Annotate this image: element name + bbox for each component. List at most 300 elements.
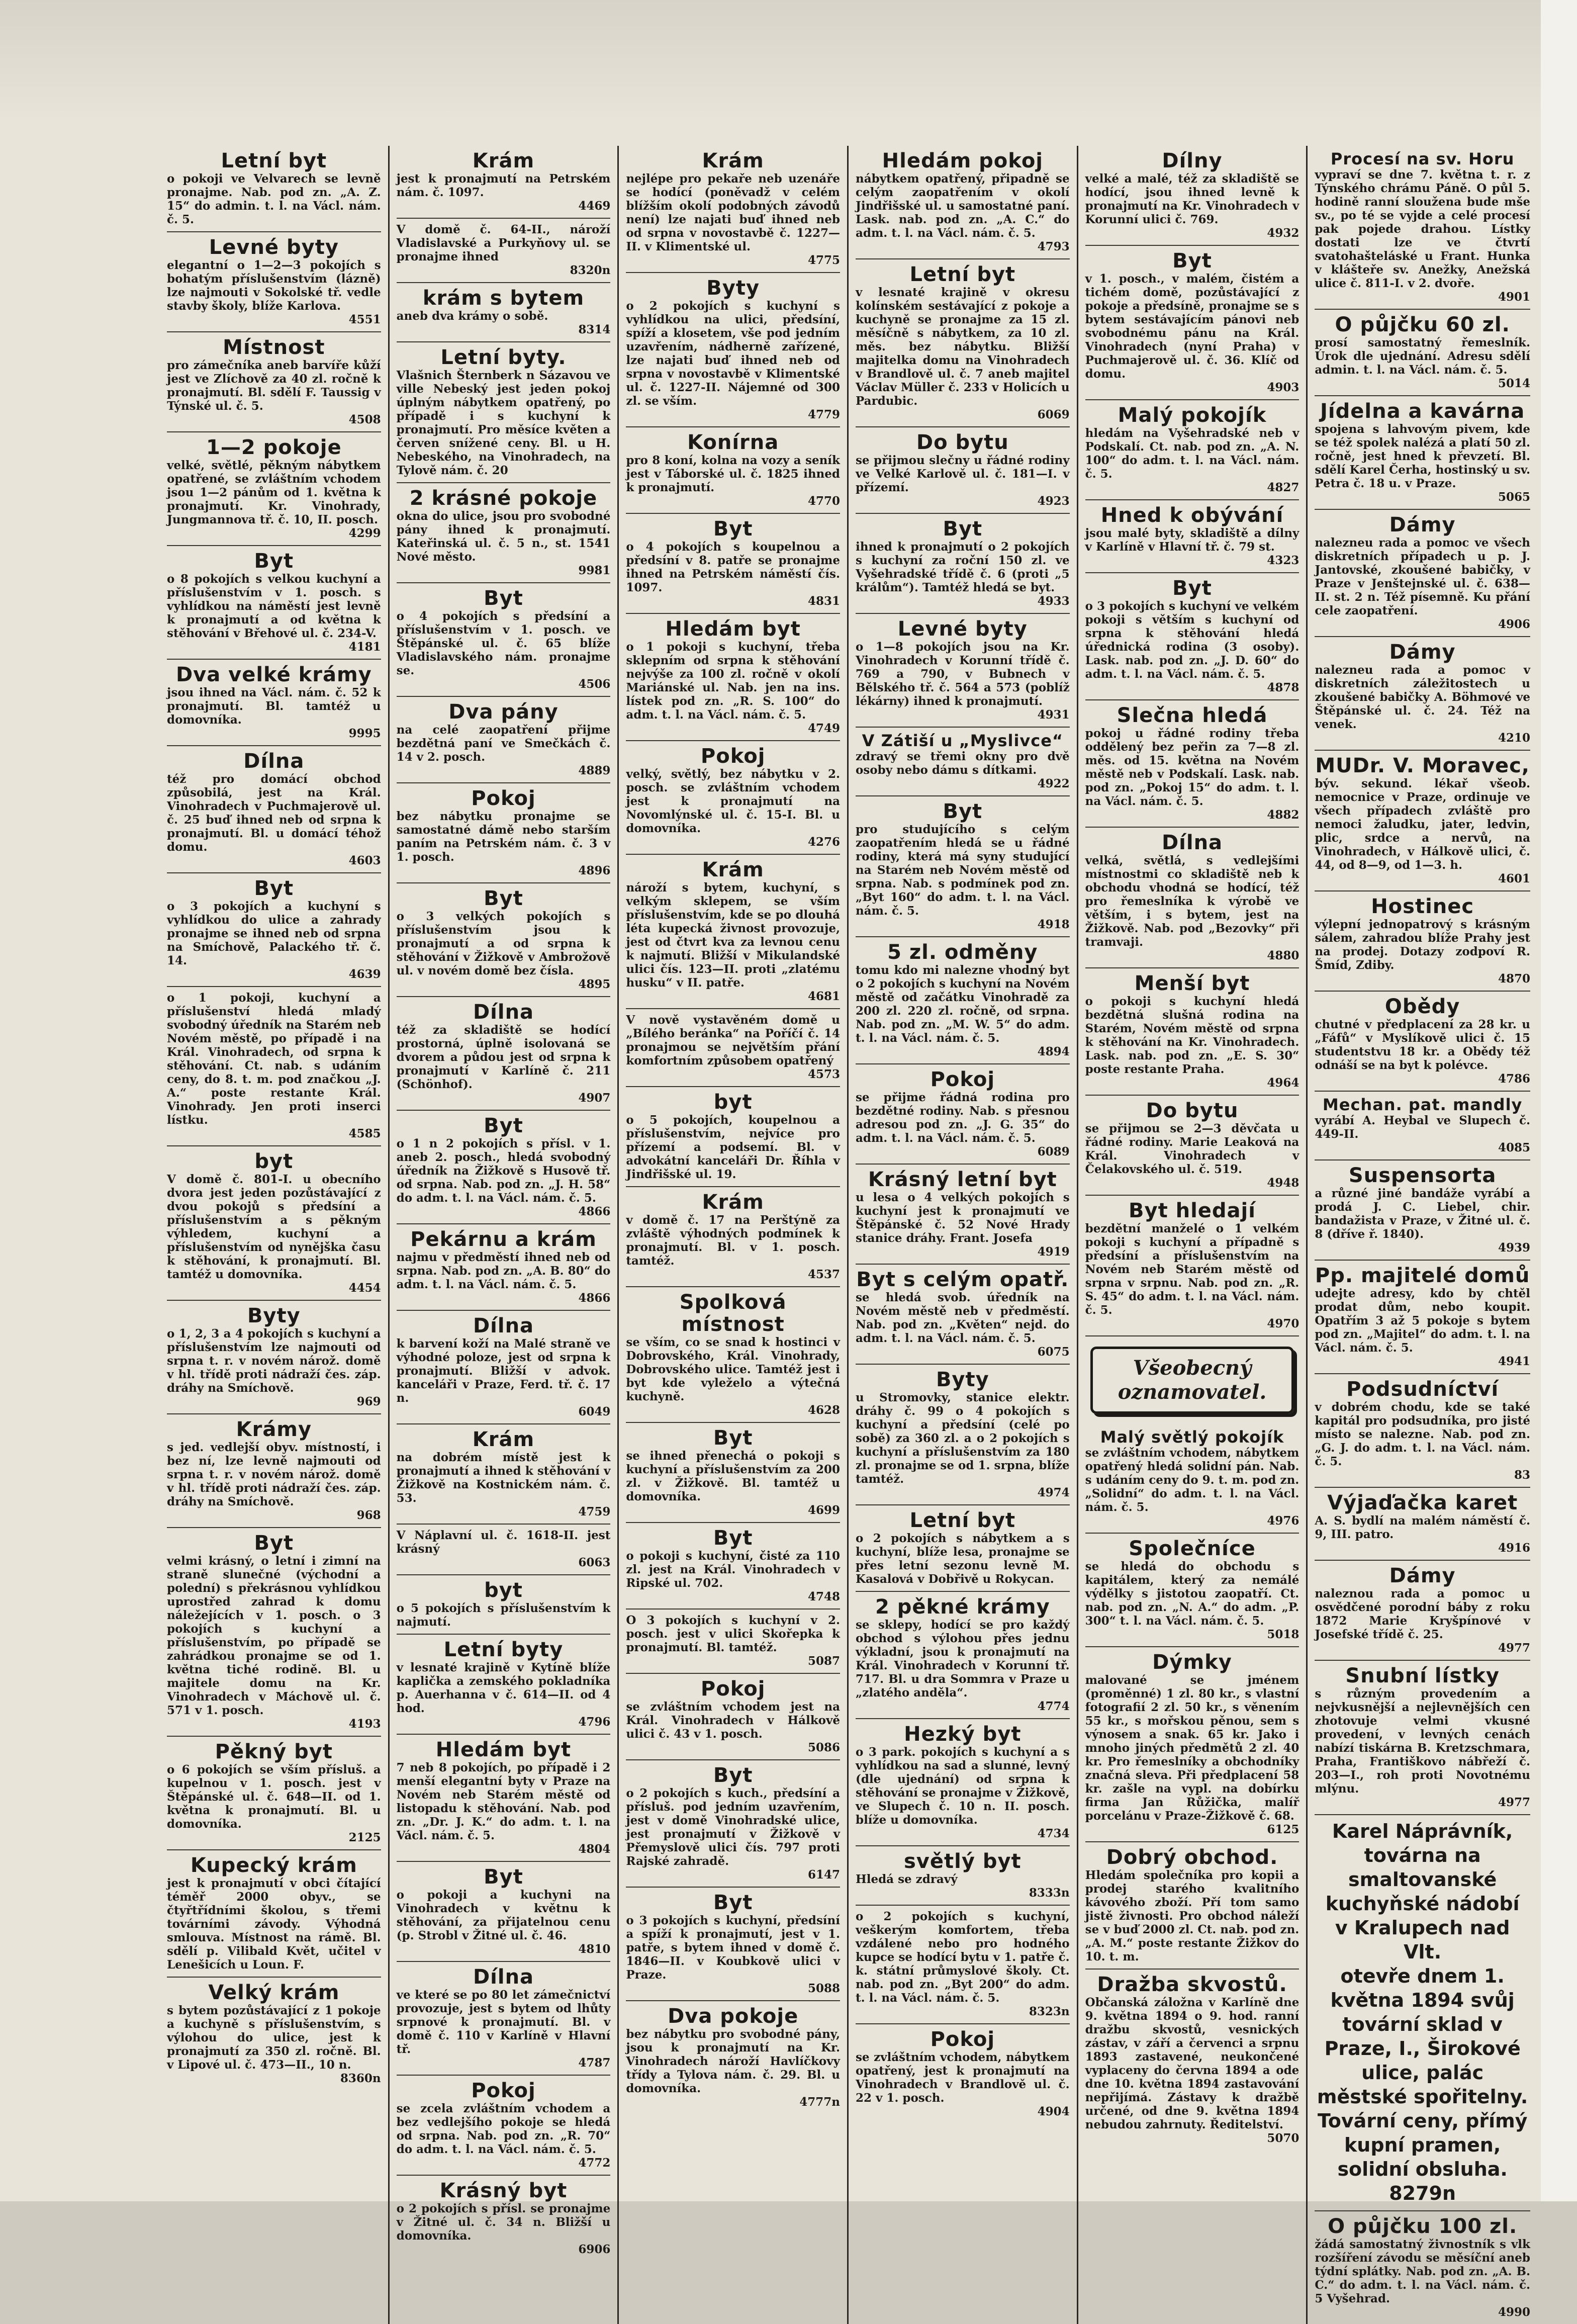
ad-heading: Procesí na sv. Horu (1330, 149, 1515, 168)
ad-text: býv. sekund. lékař všeob. nemocnice v Praze, ordinuje ve všech případech zvláště pro nemoci žaludku, jater, ledvin, plic, srdce a nervů, na Vinohradech, v Hálkově ulici, č. 44, od 8—9, od 1—3. h. (1315, 777, 1530, 872)
ad-number: 6069 (1037, 408, 1070, 421)
ad-number: 4181 (348, 640, 381, 654)
ad-text: ihned k pronajmutí o 2 pokojích s kuchyní za roční 150 zl. ve Vyšehradské třídě č. 6 (proti „5 králům“). Tamtéž hledá se byt. (855, 540, 1070, 594)
classified-ad (1315, 1661, 1530, 1815)
ad-number: 4681 (807, 990, 840, 1003)
classified-ad (1315, 396, 1530, 510)
classified-ad (856, 1365, 1070, 1505)
ad-number: 4323 (1267, 554, 1300, 567)
ad-number: 4603 (348, 854, 381, 867)
classified-ad (856, 1592, 1070, 1719)
ad-number: 4639 (348, 967, 381, 981)
ad-number: 4948 (1267, 1176, 1300, 1190)
ad-heading: Pokoj (471, 2079, 536, 2102)
ad-text: velké, světlé, pěkným nábytkem opatřené, se zvláštním vchodem jsou 1—2 pánům od 1. května k pronajmutí. Kr. Vinohrady, Jungmannova tř. č. 10, II. posch. (167, 459, 381, 526)
display-ad-line: v Kralupech nad Vlt. (1335, 1917, 1510, 1963)
classified-ad (397, 1962, 611, 2076)
ad-heading: Levné byty (897, 617, 1028, 641)
ad-heading: Slečna hledá (1117, 704, 1268, 727)
ad-heading: Pokoj (930, 1068, 995, 1091)
ad-heading: Obědy (1384, 995, 1460, 1018)
ad-number: 5014 (1498, 377, 1530, 390)
ad-heading: Byt (254, 550, 294, 573)
ad-text: se zvláštním vchodem, nábytkem opatřený, jest k pronajmutí na Vinohradech v Brandlově ul. č. 22 v 1. posch. (855, 2050, 1070, 2105)
ad-text: tomu kdo mi nalezne vhodný byt o 2 pokojích s kuchyní na Novém městě od začátku Vinohradě za 200 zl. 220 zl. ročně, od srpna. Nab. pod zn. „M. W. 5“ do adm. t. l. na Václ. nám. č. 5. (855, 963, 1070, 1045)
classified-ad (167, 1146, 381, 1301)
ad-heading: Krásný byt (439, 2179, 568, 2202)
ad-number: 5018 (1267, 1628, 1300, 1641)
ad-heading: Pekárnu a krám (410, 1228, 597, 1251)
ad-heading: Byty (936, 1368, 989, 1391)
ad-heading: Byt (254, 877, 294, 900)
classified-ad (397, 219, 611, 283)
ad-text: Hledám společníka pro kopii a prodej starého kvalitního kávového zboží. Pří tom samo jistě živnosti. Pro obchod náleží se v buď 2000 zl. Ct. nab. pod zn. „A. M.“ poste restante Žižkov do 10. t. m. (1085, 1868, 1300, 1963)
classified-ad (397, 583, 611, 697)
ad-text: jsou malé byty, skladiště a dílny v Karlíně v Hlavní tř. č. 79 st. (1085, 526, 1300, 554)
ad-text: o 5 pokojích s příslušenstvím k najmutí. (396, 1601, 611, 1629)
classified-ad (1085, 968, 1300, 1096)
ad-text: v lesnaté krajině v okresu kolínském sestávající z pokoje a kuchyně se pronajme za 15 zl. měsíčně s nábytkem, za 10 zl. měs. bez nábytku. Bližší majitelka domu na Vinohradech v Brandlově ul. č. 7 aneb majitel Václav Müller č. 233 v Holicích u Pardubic. (855, 286, 1070, 408)
ad-number: 8323n (1029, 2005, 1070, 2018)
ad-text: zdravý se třemi okny pro dvě osoby nebo dámu s dítkami. (855, 750, 1070, 777)
ad-number: 6049 (578, 1405, 611, 1418)
ad-heading: Dámy (1389, 1564, 1456, 1587)
column-2 (390, 146, 619, 2324)
ad-number: 4907 (578, 1091, 611, 1105)
ad-number: 4210 (1498, 731, 1530, 745)
ad-heading: Byt (484, 1865, 523, 1889)
classified-ad (1315, 1561, 1530, 1661)
ad-heading: Pokoj (700, 1677, 766, 1701)
ad-text: V Náplavní ul. č. 1618-II. jest krásný (396, 1529, 611, 1556)
ad-heading: Letní byt (909, 263, 1016, 286)
classified-ad (856, 1064, 1070, 1165)
ad-number: 4774 (1037, 1700, 1070, 1713)
ad-number: 4777n (799, 2095, 840, 2109)
ad-number: 8333n (1029, 1886, 1070, 1900)
ad-text: o 2 pokojích s kuchyní, veškerým komfortem, třeba vzdálené nebo pro hodného kupce se hodící bytu v 1. patře č. k. státní průmyslové školy. Ct. nab. pod zn. „Byt 200“ do adm. t. l. na Václ. nám. č. 5. (855, 1910, 1070, 2005)
classified-ad (397, 1862, 611, 1962)
ad-text: V domě č. 801-I. u obecního dvora jest jeden pozůstávající z dvou pokojů s předsíní a příslušenstvím a s pěkným výhledem, kuchyní a příslušenstvím od nynějška času k stěhování, k pronajmutí. Bl. tamtéž u domovníka. (167, 1173, 381, 1281)
ad-heading: Snubní lístky (1345, 1664, 1500, 1687)
ad-text: o pokoji a kuchyni na Vinohradech v květnu k stěhování, za přijatelnou cenu (p. Strobl v Žitné ul. č. 46. (396, 1888, 611, 1942)
ad-heading: Byt (713, 517, 753, 541)
ad-heading: Místnost (223, 336, 325, 359)
column-3 (619, 146, 849, 2324)
classified-ad (397, 783, 611, 883)
ad-text: A. S. bydlí na malém náměstí č. 9, III. patro. (1315, 1514, 1530, 1541)
ad-text: jest k pronajmutí na Petrském nám. č. 1097. (396, 172, 611, 199)
ad-number: 4787 (578, 2056, 611, 2070)
column-1 (160, 146, 390, 2324)
classified-ad (1315, 1374, 1530, 1488)
ad-heading: Byt (713, 1426, 753, 1450)
ad-heading: Byt (943, 800, 983, 823)
ad-number: 4878 (1267, 681, 1300, 694)
ad-heading: Hezký byt (904, 1723, 1022, 1746)
ad-text: se přijmou slečny u řádné rodiny ve Velké Karlově ul. č. 181—I. v přízemí. (855, 454, 1070, 494)
ad-text: bez nábytku pronajme se samostatné dámě nebo starším paním na Petrském nám. č. 3 v 1. posch. (396, 810, 611, 864)
ad-text: Hledá se zdravý (855, 1872, 958, 1886)
ad-heading: Dámy (1389, 641, 1456, 664)
classified-ad (1085, 573, 1300, 700)
ad-number: 4922 (1037, 777, 1070, 790)
ad-number: 4870 (1498, 972, 1530, 986)
ad-number: 9995 (348, 727, 381, 740)
ad-heading: Menší byt (1134, 972, 1250, 995)
ad-text: na dobrém místě jest k pronajmutí a ihned k stěhování v Žižkově na Kostnickém nám. č. 53. (396, 1451, 611, 1505)
ad-heading: Velký krám (208, 1981, 340, 2004)
ad-text: Vlašnich Šternberk n Sázavou ve ville Nebeský jest jeden pokoj úplným nábytkem opatřený, po případě i s kuchyní k pronajmutí. Pro měsíce květen a červen snížené ceny. Bl. u H. Nebeského, na Vinohradech, na Tylově nám. č. 20 (396, 369, 611, 477)
classified-ad (397, 283, 611, 342)
ad-text: žádá samostatný živnostník s vlk rozšíření závodu se měsíční aneb týdní splátky. Nab. pod zn. „A. B. C.“ do adm. t. l. na Václ. nám. č. 5 Vyšehrad. (1315, 2238, 1530, 2305)
classified-ad (856, 1505, 1070, 1592)
classified-ad (167, 1850, 381, 1978)
ad-text: o pokoji ve Velvarech se levně pronajme. Nab. pod zn. „A. Z. 15“ do admin. t. l. na Václ. nám. č. 5. (167, 172, 381, 226)
ad-heading: 2 krásné pokoje (409, 487, 598, 510)
classified-ad (1315, 1092, 1530, 1160)
classified-ad (167, 1301, 381, 1414)
ad-text: se zcela zvláštním vchodem a bez vedlejšího pokoje se hledá od srpna. Nab. pod zn. „R. 70“ do adm. t. l. na Václ. nám. č. 5. (396, 2102, 611, 2156)
ad-heading: O půjčku 60 zl. (1335, 313, 1510, 336)
ad-text: se hledá do obchodu s kapitálem, který za nemálé výdělky s jistotou zaopatří. Ct. nab. pod zn. „N. A.“ do adm. „P. 300“ t. l. na Václ. nám. č. 5. (1085, 1560, 1300, 1628)
classified-ad (626, 514, 840, 614)
classified-ad (856, 1906, 1070, 2024)
ad-text: v lesnaté krajině v Kytíně blíže kaplička a zemského pokladníka p. Auerhanna v č. 614—II. od 4 hod. (396, 1661, 611, 1715)
classified-ad (626, 427, 840, 514)
display-advertisement (1315, 1815, 1530, 2211)
ad-heading: Konírna (687, 431, 779, 454)
ad-text: elegantní o 1—2—3 pokojích s bohatým příslušenstvím (lázně) lze najmouti v Sokolské tř. vedle stavby školy, blíže Karlova. (167, 258, 381, 313)
ad-number: 5088 (807, 1982, 840, 1995)
ad-number: 4976 (1267, 1514, 1300, 1528)
ad-number: 4831 (807, 594, 840, 608)
ad-heading: Pěkný byt (215, 1740, 333, 1763)
classified-ad (167, 146, 381, 232)
ad-heading: Krám (702, 1191, 764, 1214)
classified-ad (167, 1528, 381, 1737)
ad-text: o 3 pokojích s kuchyní ve velkém pokoji s větším s kuchyní od srpna k stěhování hledá úřednická rodina (3 osoby). Lask. nab. pod zn. „J. D. 60“ do adm. t. l. na Václ. nám. č. 5. (1085, 599, 1300, 681)
classified-ad (626, 1087, 840, 1187)
ad-text: nalezneu rada a pomoc v diskretních záležitostech u zkoušené babičky A. Böhmové ve Štěpánské ul. č. 24. Též na venek. (1315, 663, 1530, 731)
ad-number: 6063 (578, 1556, 611, 1569)
ad-heading: Dva pokoje (668, 2005, 799, 2028)
ad-heading: Do bytu (916, 431, 1009, 454)
ad-number: 4918 (1037, 918, 1070, 931)
classified-ad (167, 1414, 381, 1528)
ad-heading: Společníce (1129, 1537, 1256, 1560)
ad-heading: Dámy (1389, 513, 1456, 537)
ad-heading: Krásný letní byt (868, 1168, 1057, 1191)
ad-heading: Hledám byt (435, 1738, 572, 1761)
ad-heading: světlý byt (903, 1850, 1022, 1873)
ad-number: 4974 (1037, 1486, 1070, 1499)
ad-heading: Letní byty. (440, 346, 567, 369)
ad-text: k barvení koží na Malé straně ve výhodné poloze, jest od srpna k pronajmutí. Bližší v advok. kanceláři v Praze, Ferd. tř. č. 17 n. (396, 1337, 611, 1405)
ad-text: najmu v předměstí ihned neb od srpna. Nab. pod zn. „A. B. 80“ do adm. t. l. na Václ. nám. č. 5. (396, 1250, 611, 1291)
classified-ad (167, 873, 381, 987)
ad-text: O 3 pokojích s kuchyní v 2. posch. jest v ulici Skořepka k pronajmutí. Bl. tamtéž. (626, 1614, 840, 1654)
classified-ad (1315, 1261, 1530, 1374)
classified-ad (397, 1311, 611, 1424)
ad-heading: Dražba skvostů. (1097, 1973, 1287, 1996)
ad-text: o 3 pokojích s kuchyní, předsíní a spíží k pronajmutí, jest v 1. patře, s bytem ihned v domě č. 1846—II. v Koubkově ulici v Praze. (626, 1914, 840, 1982)
ad-number: 6125 (1267, 1823, 1300, 1836)
ad-heading: Byt (1172, 577, 1212, 600)
ad-number: 4931 (1037, 708, 1070, 722)
classified-ad (397, 1735, 611, 1862)
ad-number: 83 (1514, 1468, 1530, 1482)
display-ad-line: otevře dnem 1. května 1894 svůj tovární sklad v Praze, I., Širokové ulice, palác městské spořitelny. (1317, 1965, 1528, 2108)
ad-number: 4933 (1037, 594, 1070, 608)
notice-box-heading: Všeobecný oznamovatel. (1090, 1347, 1294, 1414)
classified-ad (1085, 246, 1300, 400)
classified-ad (626, 273, 840, 427)
ad-text: o 8 pokojích s velkou kuchyní a příslušenstvím v 1. posch. s vyhlídkou na náměstí jest levně k pronajmutí a od května k stěhování v Břehové ul. č. 234-V. (167, 572, 381, 640)
ad-text: velké a malé, též za skladiště se hodící, jsou ihned levně k pronajmutí na Kr. Vinohradech v Korunní ulici č. 769. (1085, 172, 1300, 226)
ad-text: výlepní jednopatrový s krásným sálem, zahradou blíže Prahy jest na prodej. Dotazy zodpoví R. Šmíd, Zdiby. (1315, 918, 1530, 972)
classified-ad (397, 1224, 611, 1311)
classified-ad (397, 342, 611, 483)
ad-number: 5086 (807, 1741, 840, 1754)
ad-number: 4977 (1498, 1641, 1530, 1655)
ad-number: 4506 (578, 677, 611, 691)
classified-ad (626, 1187, 840, 1287)
ad-heading: byt (484, 1579, 523, 1602)
ad-heading: Krám (472, 149, 535, 172)
ad-heading: Letní byt (221, 149, 327, 172)
ad-text: nejlépe pro pekaře neb uzenáře se hodící (poněvadž v celém blížším okolí podobných závodů není) lze najati buď ihned neb od srpna v novostavbě č. 1227—II. v Klimentské ul. (626, 172, 840, 253)
ad-text: se zvláštním vchodem jest na Král. Vinohradech v Hálkově ulici č. 43 v 1. posch. (626, 1700, 840, 1741)
classified-ad (397, 1575, 611, 1635)
ad-heading: Malý světlý pokojík (1100, 1427, 1284, 1447)
ad-text: ve které se po 80 let zámečnictví provozuje, jest s bytem od lhůty srpnové k pronajmutí. Bl. v domě č. 110 v Karlíně v Hlavní tř. (396, 1988, 611, 2056)
ad-heading: Krám (702, 858, 764, 881)
ad-text: nábytkem opatřený, připadně se celým zaopatřením v okolí Jindřišské ul. u samostatné paní. Lask. nab. pod zn. „A. C.“ do adm. t. l. na Václ. nám. č. 5. (855, 172, 1070, 240)
ad-number: 4551 (348, 313, 381, 326)
ad-heading: O půjčku 100 zl. (1328, 2215, 1518, 2238)
ad-text: pro 8 koní, kolna na vozy a seník jest v Táborské ul. č. 1825 ihned k pronajmutí. (626, 454, 840, 494)
ad-number: 4775 (807, 253, 840, 267)
ad-text: o 4 pokojích s koupelnou a předsíní v 8. patře se pronajme ihned na Petrském náměstí čís. 1097. (626, 540, 840, 594)
ad-number: 4939 (1498, 1241, 1530, 1255)
ad-number: 4699 (807, 1503, 840, 1517)
ad-number: 6075 (1037, 1345, 1070, 1359)
ad-heading: 2 pěkné krámy (875, 1595, 1050, 1619)
ad-number: 2125 (348, 1831, 381, 1844)
column-4 (849, 146, 1078, 2324)
ad-number: 4923 (1037, 494, 1070, 508)
ad-text: na celé zaopatření přijme bezdětná paní ve Smečkách č. 14 v 2. posch. (396, 723, 611, 764)
ad-number: 4904 (1037, 2105, 1070, 2118)
ad-heading: Dýmky (1152, 1651, 1232, 1674)
ad-text: o 5 pokojích, koupelnou a příslušenstvím, nejvíce pro přízemí a podsemí. Bl. v advokátní kanceláři Dr. Říhla v Jindřišské ul. 19. (626, 1113, 840, 1181)
ad-heading: Výjaďačka karet (1327, 1491, 1518, 1514)
ad-text: s různým provedením a nejvkusnější a nejlevnějších cen zhotovuje velmi vkusné provedení, v levných cenách nabízí tiskárna B. Kretzschmara, Praha, Františkovo nábřeží č. 203—I., roh proti Novotnému mlýnu. (1315, 1687, 1530, 1796)
ad-heading: Hledám byt (665, 617, 801, 641)
ad-number: 4810 (578, 1942, 611, 1956)
ad-text: chutné v předplacení za 28 kr. u „Fáfů“ v Myslíkově ulici č. 15 studentstvu 18 kr. a Obědy též odnáší se na byt k polévce. (1315, 1018, 1530, 1072)
classified-ad (1085, 1842, 1300, 1970)
ad-text: vypraví se dne 7. května t. r. z Týnského chrámu Páně. O půl 5. hodině ranní sloužena bude mše sv., po té se vyjde a celé procesí pak pojede drahou. Lístky dostati lze ve čtvrtí svatohašteláské u Frant. Hunka v klášteře sv. Anežky, Anežská ulice č. 811-I. v 2. dvoře. (1315, 168, 1530, 290)
ad-number: 4749 (807, 722, 840, 735)
ad-number: 4469 (578, 199, 611, 213)
ad-text: též pro domácí obchod způsobilá, jest na Král. Vinohradech v Puchmajerově ul. č. 25 buď ihned neb od srpna k pronajmutí. Bl. u domácí téhož domu. (167, 772, 381, 854)
ad-number: 4896 (578, 864, 611, 877)
ad-text: se přijmou se 2—3 děvčata u řádné rodiny. Marie Leaková na Král. Vinohradech v Čelakovského ul. č. 519. (1085, 1122, 1300, 1176)
ad-text: se sklepy, hodící se pro každý obchod s výlohou přes jednu výkladní, jsou k pronajmutí na Král. Vinohradech v Korunní tř. 717. Bl. u dra Sommra v Praze u „zlatého anděla“. (855, 1618, 1070, 1700)
classified-ad (1085, 146, 1300, 246)
ad-heading: Hledám pokoj (882, 149, 1044, 172)
ad-number: 4779 (807, 408, 840, 421)
ad-heading: Byt (484, 587, 523, 610)
classified-ad (167, 546, 381, 660)
classified-ad (626, 1523, 840, 1610)
ad-text: 7 neb 8 pokojích, po případě i 2 menší elegantní byty v Praze na Novém neb Starém městě od listopadu k stěhování. Nab. pod zn. „Dr. J. K.“ do adm. t. l. na Václ. nám. č. 5. (396, 1761, 611, 1842)
ad-number: 4085 (1498, 1141, 1530, 1154)
ad-number: 4454 (348, 1281, 381, 1295)
classified-ad (1315, 2211, 1530, 2324)
ad-number: 4601 (1498, 872, 1530, 885)
ad-number: 4903 (1267, 381, 1300, 394)
ad-text: bezdětní manželé o 1 velkém pokoji s kuchyní a případně s předsíní a příslušenstvím na Novém neb Starém městě od srpna v srpnu. Nab. pod zn. „R. S. 45“ do adm. t. l. na Václ. nám. č. 5. (1085, 1222, 1300, 1317)
ad-heading: Byt (1172, 249, 1212, 273)
ad-heading: Dílna (473, 1314, 534, 1337)
ad-number: 4793 (1037, 240, 1070, 253)
ad-number: 4964 (1267, 1076, 1300, 1090)
ad-text: naleznou rada a pomoc u osvědčené porodní báby z roku 1872 Marie Kryšpínové v Josefské třídě č. 25. (1315, 1587, 1530, 1641)
ad-text: Občanská záložna v Karlíně dne 9. května 1894 o 9. hod. ranní dražbu skvostů, vesnických zástav, v září a červenci a srpnu 1893 zastavené, neukončené vyplaceny do června 1894 a ode dne 10. května 1894 zastavování nepřijímá. Zástavy k dražbě určené, od dne 9. května 1894 nebudou zahrnuty. Ředitelství. (1085, 1996, 1300, 2131)
ad-heading: V Zátiší u „Myslivce“ (862, 731, 1063, 750)
classified-ad (626, 1888, 840, 2001)
classified-ad (167, 660, 381, 746)
ad-number: 6147 (807, 1868, 840, 1882)
ad-text: o pokoji s kuchyní, čisté za 110 zl. jest na Král. Vinohradech v Ripské ul. 702. (626, 1549, 840, 1590)
ad-number: 4537 (807, 1268, 840, 1281)
classified-ad (856, 1719, 1070, 1846)
classified-ad (1315, 1160, 1530, 1261)
ad-text: o 2 pokojích s kuch., předsíní a přísluš. pod jedním uzavřením, jest v domě Vinohradské ulice, jest pronajmutí v Žižkově v Přemyslově ulici čís. 797 proti Rajské zahradě. (626, 1786, 840, 1868)
ad-number: 8320n (570, 263, 611, 277)
ad-heading: Letní byt (909, 1509, 1016, 1532)
classified-ad (1085, 1096, 1300, 1196)
classified-ad (1315, 891, 1530, 992)
ad-heading: Byt (713, 1764, 753, 1787)
classified-ad (1085, 1970, 1300, 2150)
ad-number: 4276 (807, 835, 840, 849)
ad-text: pokoj u řádné rodiny třeba oddělený bez peřin za 7—8 zl. měs. od 15. května na Novém městě neb v Podskalí. Lask. nab. pod zn. „Pokoj 15“ do adm. t. l. na Václ. nám. č. 5. (1085, 727, 1300, 808)
classified-ad (856, 514, 1070, 614)
classified-ad (626, 1009, 840, 1087)
ad-number: 8360n (340, 2072, 381, 2085)
ad-text: o 4 pokojích s předsíní a příslušenstvím v 1. posch. ve Štěpánské ul. č. 65 blíže Vladislavského nám. pronajme se. (396, 609, 611, 677)
ad-number: 4796 (578, 1715, 611, 1729)
classified-ad (856, 1265, 1070, 1365)
ad-number: 4193 (348, 1717, 381, 1731)
classified-ad (626, 1610, 840, 1674)
classifieds-columns (160, 146, 1537, 2319)
classified-ad (167, 746, 381, 873)
ad-heading: Krám (702, 149, 764, 172)
ad-text: prosí samostatný řemeslník. Úrok dle ujednání. Adresu sdělí admin. t. l. na Václ. nám. č. 5. (1315, 336, 1530, 377)
ad-heading: Dva velké krámy (175, 663, 372, 686)
classified-ad (626, 1423, 840, 1523)
ad-heading: Letní byty (443, 1638, 564, 1661)
display-ad-line: Tovární ceny, přímý kupní pramen, solidní obsluha. (1317, 2110, 1528, 2180)
ad-number: 4919 (1037, 1245, 1070, 1259)
ad-heading: Hned k obývání (1100, 504, 1284, 527)
ad-text: aneb dva krámy o sobě. (396, 309, 548, 323)
ad-text: velký, světlý, bez nábytku v 2. posch. se zvláštním vchodem jest k pronajmutí na Novomlýnské ul. č. 15-I. Bl. u domovníka. (626, 767, 840, 835)
ad-number: 4748 (807, 1590, 840, 1603)
ad-text: nalezneu rada a pomoc ve všech diskretních případech u p. J. Jantovské, zkoušené babičky, v Praze v Jenštejnské ul. č. 638—II. st. 2 n. Též písemně. Ku přání cele zaopatření. (1315, 536, 1530, 617)
classified-ad (626, 2001, 840, 2114)
classified-ad (1085, 1534, 1300, 1647)
ad-number: 4941 (1498, 1355, 1530, 1368)
classified-ad (626, 855, 840, 1009)
ad-heading: Kupecký krám (190, 1854, 357, 1877)
ad-heading: Jídelna a kavárna (1320, 400, 1525, 423)
ad-text: nároží s bytem, kuchyní, s velkým sklepem, se vším příslušenstvím, kde se po dlouhá léta kupecká živnost provozuje, jest od čtvrt kva za levnou cenu k najmutí. Bližší v Mikulandské ulici čís. 123—II. proti „zlatému husku“ v II. patře. (626, 881, 840, 990)
classified-ad (626, 1287, 840, 1423)
ad-text: též za skladiště se hodící prostorná, úplně isolovaná se dvorem a půdou jest od srpna k pronajmutí v Karlíně č. 211 (Schönhof). (396, 1023, 611, 1091)
column-5 (1078, 146, 1308, 2324)
ad-heading: Dílna (473, 1965, 534, 1989)
ad-text: o 3 park. pokojích s kuchyní a s vyhlídkou na sad a slunné, levný (dle ujednání) od srpna k stěhování se pronajme v Žižkově, ve Slupech č. 10 n. II. posch. blíže u domovníka. (855, 1745, 1070, 1827)
ad-text: o 1 n 2 pokojích s přísl. v 1. aneb 2. posch., hledá svobodný úředník na Žižkově s Husově tř. od srpna. Nab. pod zn. „J. H. 58“ do adm. t. l. na Václ. nám. č. 5. (396, 1137, 611, 1205)
ad-number: 5070 (1267, 2131, 1300, 2145)
ad-text: o 6 pokojích se vším přísluš. a kupelnou v 1. posch. jest v Štěpánské ul. č. 648—II. od 1. května k pronajmutí. Bl. u domovníka. (167, 1763, 381, 1831)
classified-ad (397, 1111, 611, 1224)
classified-ad (167, 232, 381, 332)
ad-number: 9981 (578, 564, 611, 577)
classified-ad (856, 728, 1070, 796)
classified-ad (1085, 700, 1300, 828)
classified-ad (856, 2024, 1070, 2123)
ad-text: pro zámečníka aneb barvíře kůží jest ve Zlíchově za 40 zl. ročně k pronajmutí. Bl. sdělí F. Taussig v Týnské ul. č. 5. (167, 359, 381, 413)
classified-ad (1085, 1196, 1300, 1336)
ad-number: 4889 (578, 764, 611, 777)
classified-ad (1085, 1647, 1300, 1842)
classified-ad (626, 146, 840, 273)
classified-ad (1085, 400, 1300, 500)
classified-ad (1315, 992, 1530, 1092)
ad-text: o 1, 2, 3 a 4 pokojích s kuchyní a příslušenstvím lze najmouti od srpna t. r. v novém nárož. domě v hl. třídě proti nádraží čes. záp. dráhy na Smíchově. (167, 1327, 381, 1395)
ad-text: malované se jménem (proměnné) 1 zl. 80 kr., s vlastní fotografií 2 zl. 50 kr., s věnením 55 kr., s mořskou pěnou, sem s výnosem a snak. 65 kr. Jako i mnoho jiných předmětů 2 zl. 40 kr. Pro řemeslníky a obchodníky značná sleva. Při předplacení 58 kr. zašle na vypl. na dobírku firma Jan Růžička, malíř porcelánu v Praze-Žižkově č. 68. (1085, 1673, 1300, 1823)
ad-heading: Pokoj (700, 745, 766, 768)
ad-heading: byt (713, 1091, 753, 1114)
display-ad-line: 8279n (1389, 2182, 1456, 2204)
ad-text: o 2 pokojích s kuchyní s vyhlídkou na ulici, předsíní, spíží a klosetem, vše pod jedním uzavřením, nádherně zařízené, lze najati buď ihned neb od srpna v novostavbě v Klimentské ul. č. 1227-II. Nájemné od 300 zl. se vším. (626, 299, 840, 408)
ad-number: 4786 (1498, 1072, 1530, 1086)
classified-ad (397, 997, 611, 1111)
ad-text: s bytem pozůstávající z 1 pokoje a kuchyně s příslušenstvím, s výlohou do ulice, jest k pronajmutí za 350 zl. ročně. Bl. v Lipové ul. č. 473—II., 10 n. (167, 2004, 381, 2072)
ad-text: a různé jiné bandáže vyrábí a prodá J. C. Liebel, chir. bandažista v Praze, v Žitné ul. č. 8 (dříve ř. 1840). (1315, 1187, 1530, 1241)
classified-ad (626, 1760, 840, 1888)
ad-heading: Pp. majitelé domů (1315, 1264, 1530, 1287)
ad-heading: Byty (247, 1304, 301, 1327)
ad-text: spojena s lahvovým pivem, kde se též spolek nalézá a platí 50 zl. ročně, jest hned k převzetí. Bl. sdělí Karel Čerha, hostinský u sv. Petra č. 18 u. v Praze. (1315, 422, 1530, 490)
classified-ad (397, 2076, 611, 2176)
ad-number: 5087 (807, 1654, 840, 1668)
ad-heading: Levné byty (209, 236, 339, 259)
classified-ad (856, 1165, 1070, 1265)
classified-ad (397, 1525, 611, 1575)
classified-ad (167, 1978, 381, 2090)
ad-text: v 1. posch., v malém, čistém a tichém domě, pozůstávající z pokoje a předsíně, pronajme se s bytem sestávajícím pánovi neb svobodnému pánu na Král. Vinohradech (nyní Praha) v Puchmajerově ul. č. 36. Klíč od domu. (1085, 272, 1300, 381)
classified-ad (1085, 828, 1300, 968)
classified-ad (167, 987, 381, 1146)
